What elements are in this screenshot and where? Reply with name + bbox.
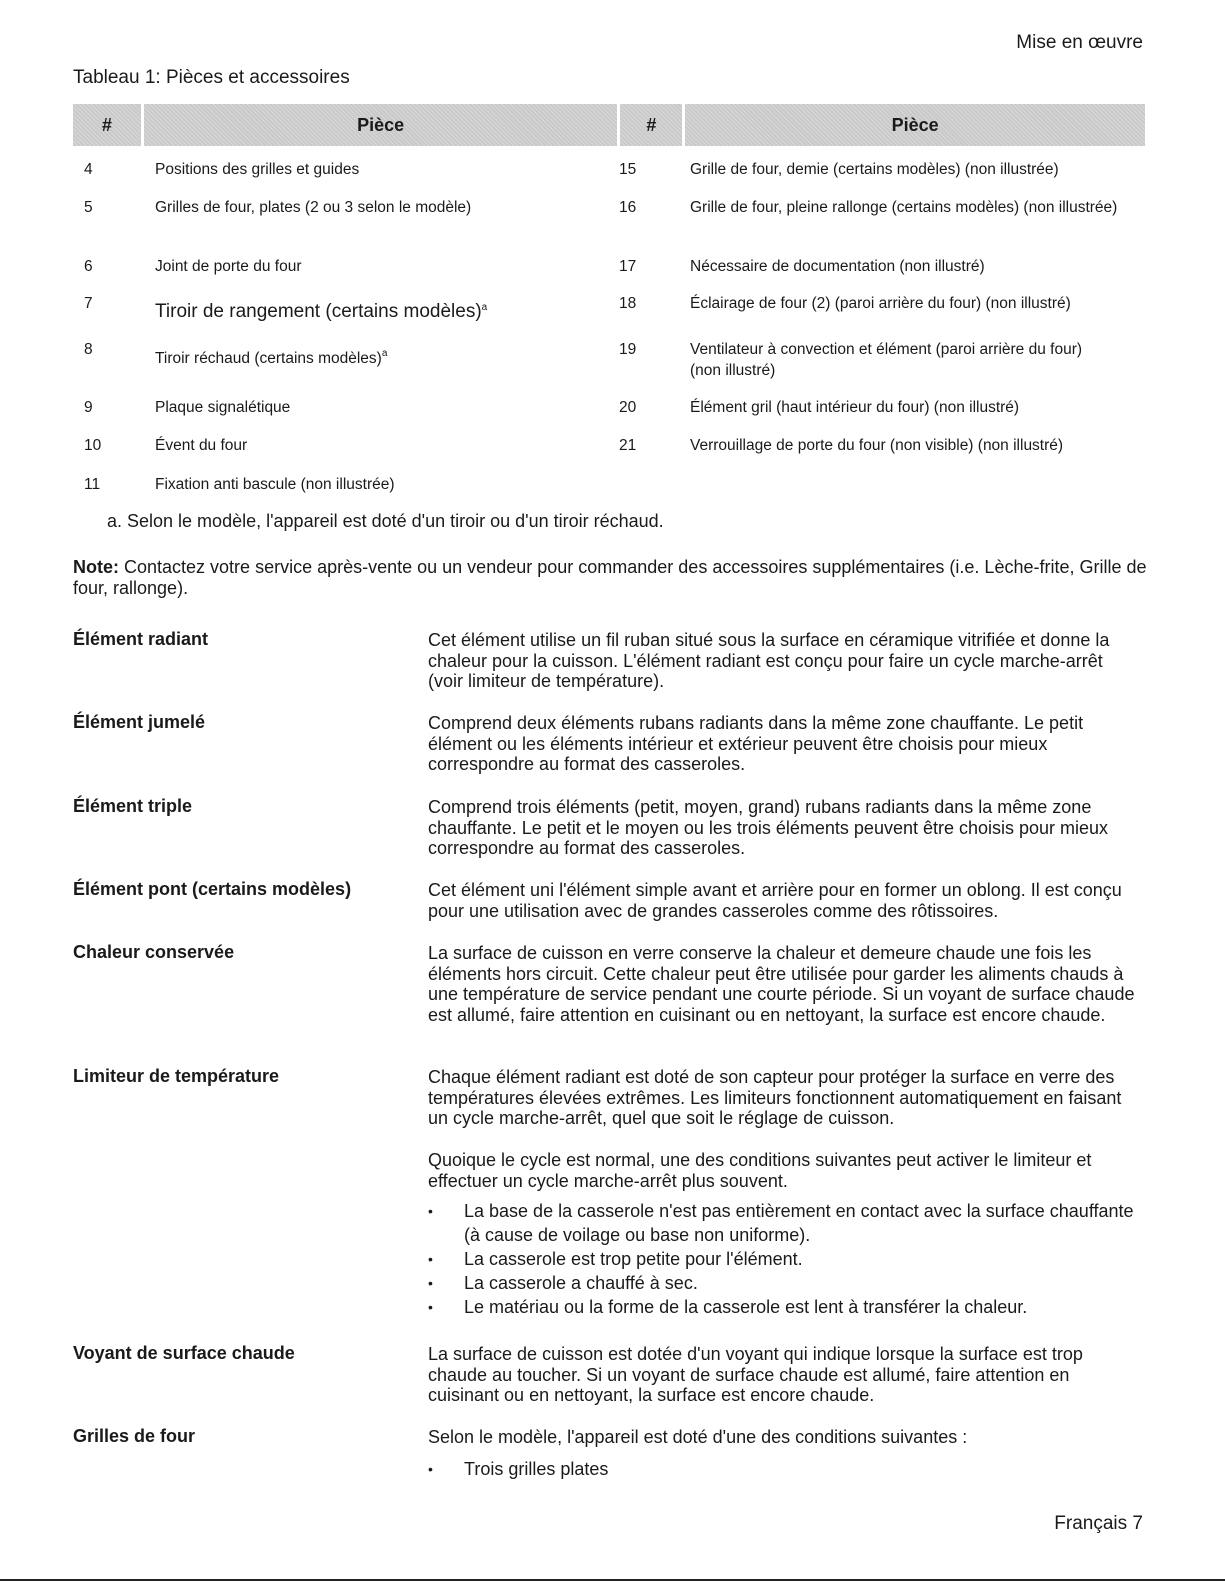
part-name	[155, 297, 615, 322]
part-number: 21	[619, 437, 637, 454]
part-number: 5	[84, 199, 93, 216]
table-footnote: a. Selon le modèle, l'appareil est doté d'un tiroir ou d'un tiroir réchaud.	[107, 511, 664, 531]
table-caption: Tableau 1: Pièces et accessoires	[73, 67, 350, 88]
page-number: Français 7	[1054, 1513, 1143, 1534]
part-name	[155, 343, 615, 369]
part-number: 18	[619, 295, 637, 312]
definition-text: Selon le modèle, l'appareil est doté d'une des conditions suivantes :	[428, 1427, 968, 1447]
note-text: Contactez votre service après-vente ou un vendeur pour commander des accessoires supplémentaires (i.e. Lèche-frite, Grille de four, rallonge).	[73, 557, 1147, 598]
part-name: Grille de four, pleine rallonge (certains modèles) (non illustrée)	[690, 199, 1118, 216]
column-header-number: #	[73, 104, 141, 146]
definition-term: Élément jumelé	[73, 712, 206, 732]
definition-text: La surface de cuisson est dotée d'un voyant qui indique lorsque la surface est trop chaude au toucher. Si un voyant de surface chaude est allumé, faire attention en cuisinant ou en nettoyant, la surface est encore chaude.	[428, 1344, 1083, 1405]
definition-term: Voyant de surface chaude	[73, 1343, 295, 1363]
list-item: • La casserole est trop petite pour l'élément.	[428, 1247, 1140, 1271]
note-paragraph	[73, 557, 1148, 599]
column-header-piece: Pièce	[685, 104, 1145, 146]
column-header-piece: Pièce	[144, 104, 618, 146]
part-number: 9	[84, 399, 93, 416]
definition-text: La surface de cuisson en verre conserve la chaleur et demeure chaude une fois les éléments hors circuit. Cette chaleur peut être utilisée pour garder les aliments chauds à une température de service pendant une courte période. Si un voyant de surface chaude est allumé, faire attention en cuisinant ou en nettoyant, la surface est encore chaude.	[428, 943, 1135, 1025]
part-name: Ventilateur à convection et élément (paroi arrière du four) (non illustré)	[690, 341, 1083, 379]
bullet-list	[428, 1199, 1140, 1319]
part-name: Joint de porte du four	[155, 258, 302, 275]
definition-term: Élément pont (certains modèles)	[73, 879, 352, 899]
part-name: Positions des grilles et guides	[155, 161, 360, 178]
part-number: 6	[84, 258, 93, 275]
column-header-number: #	[620, 104, 682, 146]
part-name-text: Tiroir de rangement (certains modèles)	[155, 301, 482, 322]
parts-table	[73, 104, 1145, 493]
definition-text: Chaque élément radiant est doté de son capteur pour protéger la surface en verre des températures élevées extrêmes. Les limiteurs fonctionnent automatiquement en faisant un cycle marche-arrêt, quel que soit le réglage de cuisson.	[428, 1067, 1122, 1128]
list-item: • La casserole a chauffé à sec.	[428, 1271, 1140, 1295]
definition-text: Cet élément uni l'élément simple avant et arrière pour en former un oblong. Il est conçu pour une utilisation avec de grandes casseroles comme des rôtissoires.	[428, 880, 1122, 921]
definition-text: Cet élément utilise un fil ruban situé sous la surface en céramique vitrifiée et donne la chaleur pour la cuisson. L'élément radiant est conçu pour faire un cycle marche-arrêt (voir limiteur de température).	[428, 630, 1110, 691]
part-number: 11	[84, 476, 101, 493]
definition-term: Limiteur de température	[73, 1066, 280, 1086]
part-name: Fixation anti bascule (non illustrée)	[155, 476, 395, 493]
part-number: 20	[619, 399, 637, 416]
part-name: Plaque signalétique	[155, 399, 291, 416]
section-title: Mise en œuvre	[1016, 32, 1143, 53]
part-name: Nécessaire de documentation (non illustré)	[690, 258, 985, 275]
table-header-row	[73, 104, 1145, 146]
part-name: Verrouillage de porte du four (non visible) (non illustré)	[690, 437, 1064, 454]
definition-term: Grilles de four	[73, 1426, 196, 1446]
list-item: • Le matériau ou la forme de la casserole est lent à transférer la chaleur.	[428, 1295, 1140, 1319]
part-number: 8	[84, 341, 93, 358]
part-name: Grille de four, demie (certains modèles) (non illustrée)	[690, 161, 1059, 178]
part-number: 16	[619, 199, 637, 216]
part-name: Élément gril (haut intérieur du four) (non illustré)	[690, 399, 1020, 416]
part-number: 10	[84, 437, 102, 454]
bullet-list	[428, 1457, 1140, 1481]
definition-term: Élément radiant	[73, 629, 209, 649]
definition-term: Élément triple	[73, 796, 193, 816]
part-number: 19	[619, 341, 637, 358]
part-number: 15	[619, 161, 637, 178]
part-name: Éclairage de four (2) (paroi arrière du four) (non illustré)	[690, 295, 1071, 312]
footnote-marker: a	[381, 348, 388, 359]
part-number: 4	[84, 161, 93, 178]
definition-text: Quoique le cycle est normal, une des conditions suivantes peut activer le limiteur et effectuer un cycle marche-arrêt plus souvent.	[428, 1150, 1092, 1191]
list-item: • La base de la casserole n'est pas entièrement en contact avec la surface chauffante (à cause de voilage ou base non uniforme).	[428, 1199, 1140, 1247]
page-bottom-rule	[0, 1579, 1225, 1581]
definition-text: Comprend deux éléments rubans radiants dans la même zone chauffante. Le petit élément ou les éléments intérieur et extérieur peuvent être choisis pour mieux correspondre au format des casseroles.	[428, 713, 1084, 774]
part-number: 7	[84, 295, 93, 312]
definition-term: Chaleur conservée	[73, 942, 235, 962]
part-name: Grilles de four, plates (2 ou 3 selon le modèle)	[155, 199, 472, 216]
note-label: Note:	[73, 557, 119, 577]
definition-text: Comprend trois éléments (petit, moyen, grand) rubans radiants dans la même zone chauffante. Le petit et le moyen ou les trois éléments peuvent être choisis pour mieux correspondre au format des casseroles.	[428, 797, 1109, 858]
part-number: 17	[619, 258, 637, 275]
footnote-marker: a	[481, 302, 488, 313]
list-item: • Trois grilles plates	[428, 1457, 1140, 1481]
part-name: Évent du four	[155, 437, 248, 454]
part-name-text: Tiroir réchaud (certains modèles)	[155, 350, 382, 367]
